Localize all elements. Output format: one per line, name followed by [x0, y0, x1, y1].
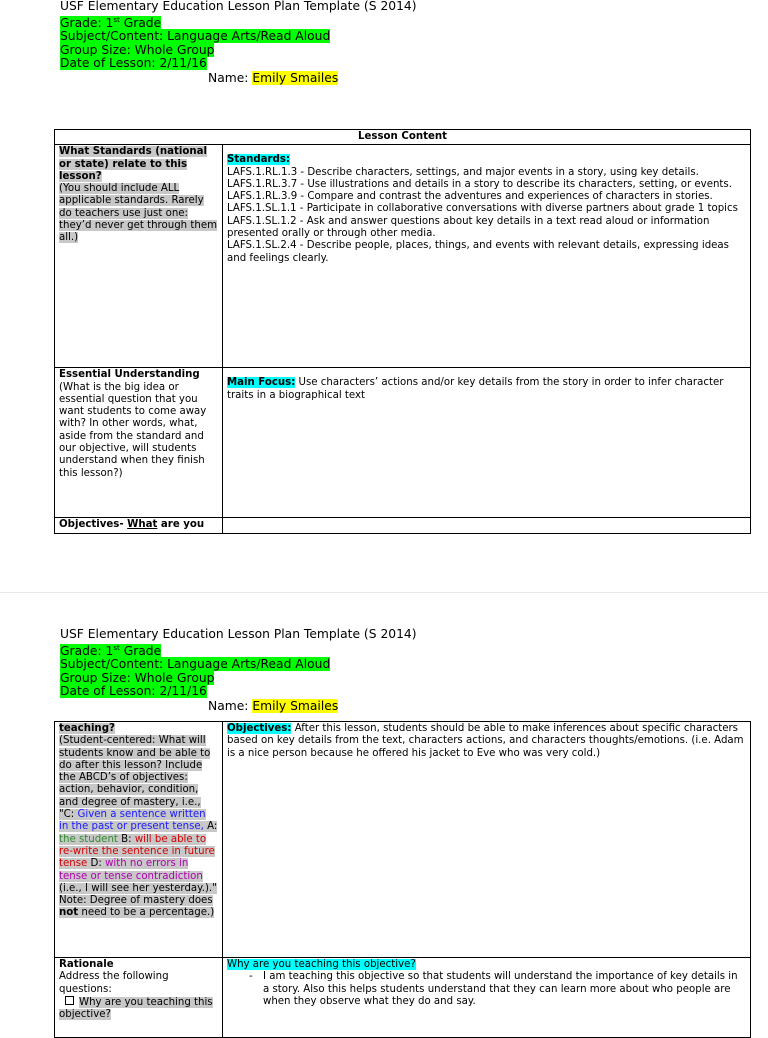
essential-answer-cell[interactable] [223, 368, 751, 518]
objectives-label-what: What [127, 519, 158, 531]
objectives-note-a: the student [59, 833, 118, 845]
name-line [208, 72, 417, 86]
name-value: Emily Smailes [252, 699, 339, 714]
essential-note: (What is the big idea or essential question that you want students to come away with? In other words, what, aside from the standard and our objective, will students understand when they finish this lesson?) [59, 381, 207, 479]
template-title: USF Elementary Education Lesson Plan Template (S 2014) [60, 0, 417, 13]
rationale-list [227, 971, 746, 1008]
date-text: Date of Lesson: 2/11/16 [60, 684, 207, 699]
standard-item: LAFS.1.SL.1.1 - Participate in collaborative conversations with diverse partners about grade 1 topics [227, 203, 738, 215]
grade-sup: st [113, 643, 120, 652]
name-label: Name: [208, 699, 253, 714]
main-focus-heading: Main Focus: [227, 377, 296, 389]
group-size-line [60, 672, 417, 686]
subject-text: Subject/Content: Language Arts/Read Aloud [60, 657, 331, 672]
main-focus-text: Use characters’ actions and/or key details from the story in order to infer character traits in a biographical text [227, 377, 724, 401]
group-size-text: Group Size: Whole Group [60, 670, 215, 685]
objectives-text: After this lesson, students should be able to make inferences about specific characters based on key details from the text, characters actions, and characters thoughts/emotions. (i.e. Adam is a nice person because he offered his jacket to Eve who was very cold.) [227, 723, 744, 759]
name-value: Emily Smailes [252, 71, 339, 86]
page2-header [60, 628, 417, 714]
objectives-empty-cell[interactable] [223, 518, 751, 533]
name-line [208, 700, 417, 714]
objectives-note-intro: (Student-centered: What will students know and be able to do after this lesson? Include the ABCD’s of objectives: action, behavior, condition, and degree of mastery, i.e., "C: [59, 735, 211, 821]
objectives-row [55, 722, 751, 958]
objectives-heading: Objectives: [227, 723, 292, 734]
essential-question: Essential Understanding [59, 369, 200, 381]
standard-item: LAFS.1.SL.2.4 - Describe people, places, things, and events with relevant details, expressing ideas and feelings clearly. [227, 240, 729, 264]
standard-item: LAFS.1.RL.3.7 - Use illustrations and details in a story to describe its characters, setting, or events. [227, 178, 732, 190]
objectives-note-a-label: A: [203, 821, 218, 833]
objectives-answer-cell[interactable] [223, 722, 751, 958]
date-text: Date of Lesson: 2/11/16 [60, 56, 207, 71]
standard-item: LAFS.1.RL.1.3 - Describe characters, settings, and major events in a story, using key details. [227, 166, 699, 178]
page-divider [0, 592, 768, 593]
grade-prefix: Grade: 1 [60, 643, 114, 658]
grade-suffix: Grade [119, 15, 162, 30]
grade-prefix: Grade: 1 [60, 15, 114, 30]
grade-line [60, 14, 417, 31]
lesson-content-table-page2 [54, 721, 751, 1038]
subject-line [60, 30, 417, 44]
objectives-note-b-label: B: [117, 833, 135, 845]
name-label: Name: [208, 71, 253, 86]
objectives-label-prefix: Objectives- [59, 519, 128, 531]
rationale-note: Address the following questions: [59, 971, 169, 995]
objectives-question-cell [55, 722, 223, 958]
essential-question-cell [55, 368, 223, 518]
rationale-checkbox-item: Why are you teaching this objective? [59, 996, 213, 1021]
objectives-note-tail: (i.e., I will see her yesterday.)." [59, 882, 217, 894]
standard-item: LAFS.1.SL.1.2 - Ask and answer questions about key details in a text read aloud or information presented orally or through other media. [227, 215, 710, 240]
objectives-row-start [55, 518, 751, 533]
grade-highlight [60, 16, 161, 30]
grade-sup: st [113, 15, 120, 24]
date-line [60, 685, 417, 699]
standards-question-cell [55, 145, 223, 368]
objectives-label-cell [55, 518, 223, 533]
rationale-row [55, 958, 751, 1038]
rationale-question-cell [55, 958, 223, 1038]
checkbox-icon [65, 996, 74, 1005]
template-title: USF Elementary Education Lesson Plan Template (S 2014) [60, 627, 417, 641]
grade-suffix: Grade [119, 643, 162, 658]
objectives-note-c: Given a sentence written in the past or present tense, [59, 809, 206, 833]
rationale-bullet: - I am teaching this objective so that students will understand the importance of key details in a story. Also this helps students understand that they can learn more about who people are when they observe what they do and say. [227, 971, 746, 1008]
group-size-line [60, 44, 417, 58]
objectives-note-degree-end: need to be a percentage.) [78, 907, 215, 919]
objectives-note-not: not [59, 907, 79, 919]
rationale-label: Rationale [59, 959, 114, 970]
rationale-answer-cell[interactable] [223, 958, 751, 1038]
standards-row [55, 145, 751, 368]
standard-item: LAFS.1.RL.3.9 - Compare and contrast the adventures and experiences of characters in stories. [227, 191, 713, 203]
page1-header [60, 0, 417, 86]
objectives-label: teaching? [59, 723, 115, 734]
lesson-content-title: Lesson Content [55, 130, 751, 145]
grade-highlight [60, 644, 161, 658]
date-line [60, 57, 417, 71]
essential-row [55, 368, 751, 518]
lesson-content-table-page1 [54, 129, 751, 534]
objectives-note-degree: Note: Degree of mastery does [59, 895, 213, 907]
standards-answer-cell[interactable] [223, 145, 751, 368]
grade-line [60, 642, 417, 659]
standards-note: (You should include ALL applicable standards. Rarely do teachers use just one: they’d never get through them all.) [59, 183, 218, 244]
objectives-note-b: will be able to re-write the sentence in future tense [59, 833, 215, 870]
group-size-text: Group Size: Whole Group [60, 42, 215, 57]
standards-heading: Standards: [227, 154, 290, 166]
rationale-heading: Why are you teaching this objective? [227, 959, 416, 970]
objectives-note-d: with no errors in tense or tense contradiction [59, 858, 203, 882]
objectives-label-suffix: are you [157, 519, 205, 531]
objectives-note-d-label: D: [87, 858, 106, 870]
subject-text: Subject/Content: Language Arts/Read Aloud [60, 29, 331, 44]
subject-line [60, 658, 417, 672]
standards-question: What Standards (national or state) relate to this lesson? [59, 146, 207, 182]
